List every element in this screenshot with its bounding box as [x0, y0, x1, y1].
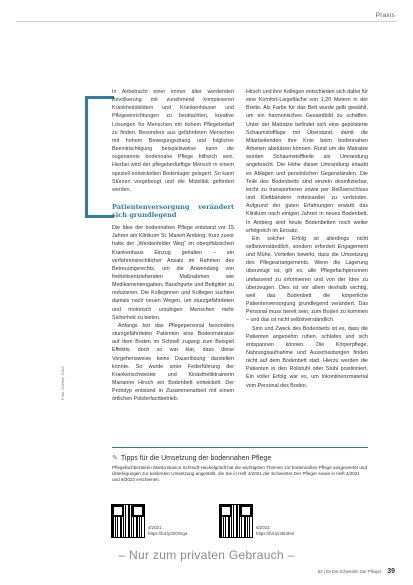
body-paragraph: Sinn und Zweck des Bodenbetts ist es, dass die Patienten angenehm ruhen, schlafen und sich entspannen können. Die Körperpflege, Nahrungsaufnahme und Ausscheidungen finden nicht auf dem Bodenbett statt. Hierzu werden die Patienten in den Rollstuhl oder Stuhl positioniert. Ein voller Erfolg war es, um Inkontinenzmaterial vom Personal des Boden. — [246, 325, 368, 389]
qr-code-icon[interactable] — [112, 505, 144, 537]
pencil-icon: ✎ — [112, 455, 118, 462]
body-paragraph: Hirsch und ihre Kollegen entschieden sich dabei für eine Komfort-Liegefläche von 1,20 Metern in der Breite. Als Farbe für das Bett wurde gelb gewählt, um ein harmonisches Gesamtbild zu schaffen. Unter der Matratze befindet sich eine gepolsterte Schaumstofflage mit Überstand, damit die Mitarbeitenden ihre Knie beim bodennahen Arbeiten abstützen können. Rund um die Matratze wurden Schaumstoffkeile als Umrandung angebracht. Die Höhe dieser Umrandung erlaubt es Ablagen und persönlichen Gegenständen. Die Teile des Bodenbetts sind einzeln desinfizierbar, leicht zu transportieren sowie per Reißverschluss und Klettbändern miteinander zu verbinden. Aufgrund der guten Erfahrungen erwarb das Klinikum nach einigen Jahren in neues Bodenbett. In Amberg sind heute Bodenbetten noch weiter erfolgreich im Einsatz. — [246, 89, 368, 234]
bracket-decoration — [85, 96, 114, 218]
tips-text: Pflegefachberaterin Marita Bianca Schmidt-Hackelgrindl hat die wichtigsten Themen zur bodennahen Pflege ausgewertet und Überlegungen zur konkreten Umsetzung angestellt, die Sie in Heft 4/2021 der Schwester Der Pfleger sowie in Heft 4/2021 und 6/2023 erschienen. — [112, 465, 368, 483]
qr-caption-issue: 6/2023: — [256, 525, 271, 530]
journal-name: 63 | 09 Die Schwester Der Pfleger — [317, 569, 382, 574]
tips-box — [112, 447, 368, 484]
left-column — [112, 88, 234, 403]
body-paragraph: Ein solcher Erfolg ist allerdings nicht selbstverständlich, sondern erfordert Engagement und Mühe. Vorteilen bewirkt, dass die Umsetzung des Pflegearrangements. Wenn die Lagerung überzeugt ist, gilt es, alle Pflegefachpersonen umfassend zu informieren und von der Idee zu überzeugen. Dies ist vor allem deshalb wichtig, weil das Bodenbett die körperliche Patientenversorgung grundlegend verändert. Das Personal muss bereit sein, zum Boden zu kommen – und das ist nicht selbstverständlich. — [246, 235, 368, 324]
qr-row — [112, 505, 368, 545]
intro-paragraph: In Anbetracht einer immer älter werdenden Bevölkerung mit zunehmend komplexeren Krankheitsbildern und Krankenhäuser und Pflegeeinrichtungen zu beobachten, kreative Lösungen für Menschen mit hohem Pflegebedarf zu finden. Besonders aus gefährdeten Menschen mit hohem Bewegungsdrang und folglicher Beeinträchtigung beispielsweise kann die sogenannte bodennahe Pflege hilfreich sein. Hierbei wird der pflegebedürftige Mensch in einem speziell entwickelten Bodenlager gelagert. So kann Stürzen vorgebeugt und die Mobilität gefördert werden. — [112, 89, 234, 193]
section-label: Praxis — [375, 12, 395, 19]
body-paragraph: Die Idee der bodennahen Pflege entstand vor 15 Jahren am Klinikum St. Marien Amberg. Kurz zuvor hatte der „Werdenfelder Weg“ im oberpfälzischen Krankenhaus Einzug gehalten – ein verfahrensrechtlicher Ansatz im Rahmen des Betreuungsrechts, um die Anwendung von freiheitsentziehenden Maßnahmen wie Medikamentengaben, Bauchgurte und Bettgitter zu reduzieren. Die Kolleginnen und Kollegen suchten damals nach neuen Wegen, um sturzgefährdeten und motorisch unruhigen Menschen mehr Sicherheit zu bieten. — [112, 225, 234, 321]
section-subheading: Patientenversorgung verändert sich grundlegend — [112, 203, 234, 220]
qr-caption-link[interactable]: https://bit.ly/3IOhrga — [148, 531, 188, 536]
top-divider — [16, 21, 397, 22]
qr-code-icon[interactable] — [220, 505, 252, 537]
qr-caption-issue: 4/2021: — [148, 525, 163, 530]
qr-block-2021[interactable] — [112, 505, 187, 537]
qr-caption — [148, 525, 187, 537]
qr-caption-link[interactable]: https://bit.ly/4bt4Ksl — [256, 531, 295, 536]
photo-credit: Foto: Gerreit, Gore — [60, 366, 65, 400]
right-column — [246, 88, 368, 390]
tips-divider — [112, 447, 368, 448]
body-paragraph: Anfangs bot das Pflegepersonal besonders sturzgefährdeten Patienten eine Bodenmatratze auf dem Boden im Schnell zugang zum Beispiel Effektiv, doch so war klar, dass diese Vorgehensweise keine Dauerlösung darstellen konnte. So wurde unter Federführung der Krankenschwester und Kinästhetiktrainerin Marianne Hirsch ein Bodenbett entwickelt. Der Prototyp entstand in Zusammenarbeit mit einem örtlichen Polsterfachbetrieb. — [112, 322, 234, 403]
page-footer — [318, 568, 395, 575]
tips-title-text: Tipps für die Umsetzung der bodennahen Pflege — [120, 454, 272, 462]
tips-heading — [112, 454, 368, 462]
page-number: 39 — [387, 568, 395, 575]
qr-caption — [256, 525, 294, 537]
private-use-watermark: – Nur zum privaten Gebrauch – — [118, 548, 295, 562]
qr-block-2023[interactable] — [220, 505, 294, 537]
